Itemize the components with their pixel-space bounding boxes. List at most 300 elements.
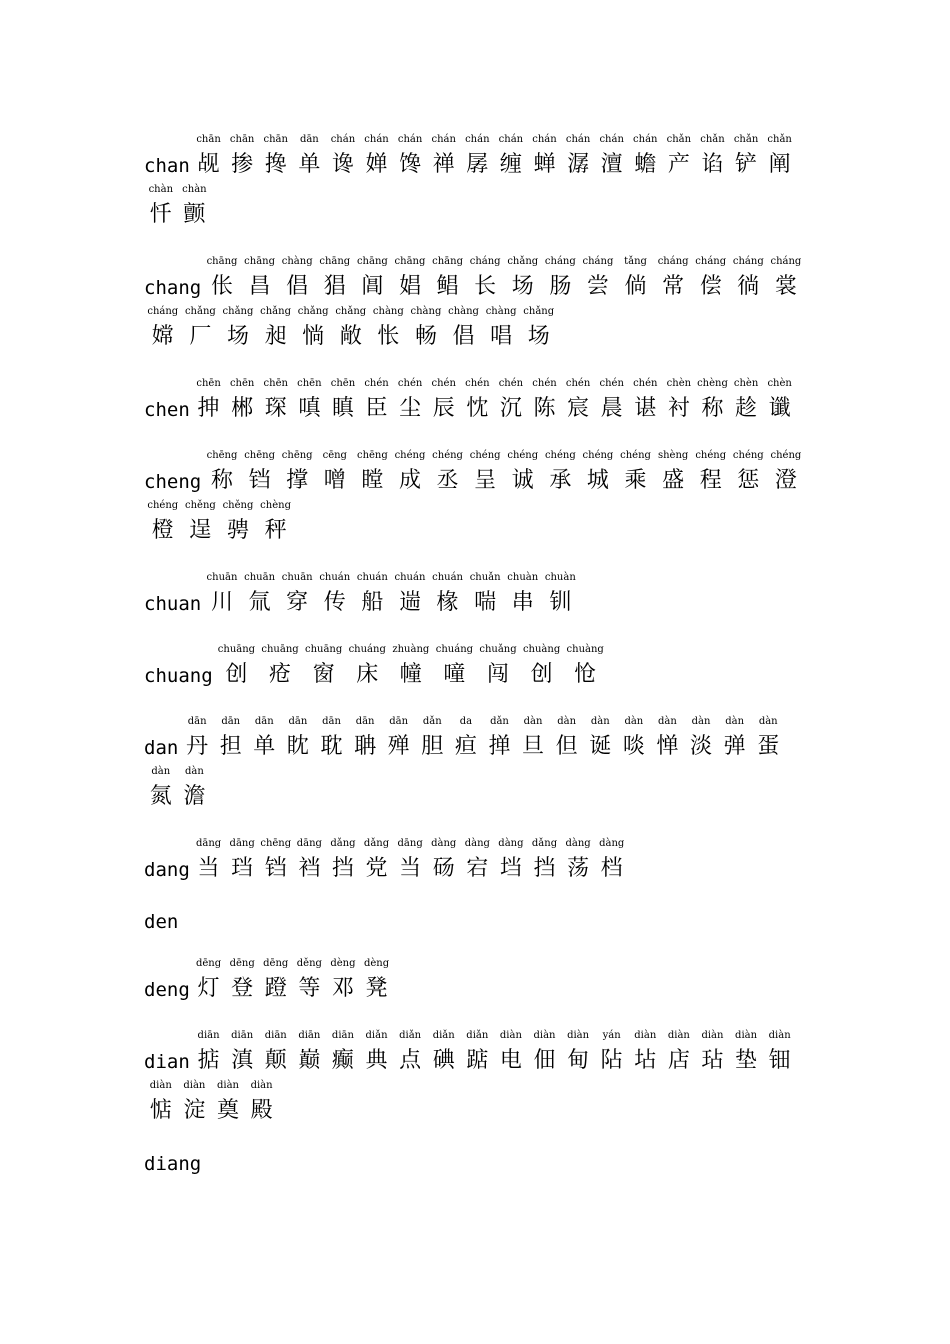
pinyin-annotation: dàng — [498, 838, 524, 849]
pinyin-annotation: chán — [633, 134, 658, 145]
pinyin-annotation: chéng — [582, 450, 614, 461]
character-cell — [360, 1026, 394, 1076]
character-cell — [730, 252, 768, 302]
character-cell — [370, 302, 408, 352]
hanzi-character: 胆 — [421, 734, 444, 759]
character-cell — [144, 762, 178, 812]
character-cell — [393, 834, 427, 884]
hanzi-character: 噇 — [443, 662, 466, 687]
character-cell — [561, 834, 595, 884]
character-cell — [354, 446, 392, 496]
hanzi-character: 幢 — [399, 662, 422, 687]
pinyin-group-dang — [144, 834, 824, 884]
pinyin-annotation: chuān — [206, 572, 238, 583]
hanzi-character: 承 — [549, 468, 572, 493]
pinyin-annotation: diǎn — [466, 1030, 489, 1041]
pinyin-annotation: chán — [364, 134, 389, 145]
pinyin-line — [144, 446, 824, 496]
hanzi-character: 瞠 — [361, 468, 384, 493]
character-cell — [542, 252, 580, 302]
hanzi-character: 闯 — [486, 662, 509, 687]
character-cell — [192, 374, 226, 424]
pinyin-annotation: chēn — [263, 378, 288, 389]
hanzi-character: 疮 — [269, 662, 292, 687]
hanzi-character: 场 — [511, 274, 534, 299]
pinyin-annotation: chuān — [281, 572, 313, 583]
character-cell — [203, 568, 241, 618]
character-cell — [433, 640, 477, 690]
pinyin-annotation: chǎng — [523, 306, 555, 317]
syllable-label: chuang — [144, 665, 213, 687]
character-cell — [203, 252, 241, 302]
character-cell — [751, 712, 785, 762]
hanzi-character: 店 — [667, 1048, 690, 1073]
pinyin-annotation: chāng — [319, 256, 351, 267]
pinyin-annotation: chén — [465, 378, 490, 389]
character-cell — [345, 640, 389, 690]
pinyin-annotation: chén — [431, 378, 456, 389]
pinyin-annotation: chān — [196, 134, 221, 145]
pinyin-annotation: chán — [498, 134, 524, 145]
hanzi-character: 城 — [586, 468, 609, 493]
pinyin-annotation: chēn — [196, 378, 221, 389]
pinyin-annotation: chéng — [507, 450, 539, 461]
pinyin-group-dian — [144, 1026, 824, 1126]
pinyin-line — [144, 374, 824, 424]
pinyin-annotation: chuán — [356, 572, 388, 583]
character-cell — [692, 252, 730, 302]
pinyin-annotation: chǎng — [222, 306, 254, 317]
hanzi-character: 掂 — [197, 1048, 220, 1073]
pinyin-annotation: cháng — [657, 256, 689, 267]
pinyin-annotation: cēng — [322, 450, 347, 461]
pinyin-annotation: chuán — [319, 572, 351, 583]
pinyin-annotation: dān — [322, 716, 341, 727]
pinyin-line — [144, 762, 824, 812]
pinyin-annotation: dàn — [758, 716, 778, 727]
pinyin-annotation: chān — [263, 134, 288, 145]
character-cell — [293, 130, 327, 180]
pinyin-group-chen — [144, 374, 824, 424]
pinyin-line — [144, 834, 824, 884]
pinyin-annotation: diàn — [533, 1030, 556, 1041]
pinyin-annotation: chéng — [394, 450, 426, 461]
character-cell — [259, 954, 293, 1004]
hanzi-character: 陈 — [533, 396, 556, 421]
pinyin-line — [144, 130, 824, 180]
character-cell — [293, 834, 327, 884]
character-cell — [729, 374, 763, 424]
pinyin-annotation: chěng — [184, 500, 216, 511]
character-cell — [466, 252, 504, 302]
character-cell — [326, 374, 360, 424]
character-cell — [445, 302, 483, 352]
hanzi-character: 谶 — [768, 396, 791, 421]
pinyin-group-diang — [144, 1128, 824, 1178]
pinyin-annotation: chuáng — [348, 644, 386, 655]
character-cell — [258, 640, 302, 690]
character-cell — [662, 130, 696, 180]
character-cell — [504, 568, 542, 618]
hanzi-character: 窗 — [312, 662, 335, 687]
pinyin-annotation: chuāng — [217, 644, 256, 655]
hanzi-character: 殚 — [387, 734, 410, 759]
character-cell — [427, 374, 461, 424]
pinyin-annotation: chǎn — [666, 134, 692, 145]
character-cell — [144, 180, 178, 230]
character-cell — [360, 954, 394, 1004]
hanzi-character: 巅 — [298, 1048, 321, 1073]
character-cell — [449, 712, 483, 762]
hanzi-character: 殿 — [250, 1098, 273, 1123]
hanzi-character: 嫦 — [151, 324, 174, 349]
hanzi-character: 搀 — [264, 152, 287, 177]
character-cell — [528, 834, 562, 884]
hanzi-character: 钏 — [549, 590, 572, 615]
hanzi-character: 啖 — [622, 734, 645, 759]
hanzi-character: 畅 — [414, 324, 437, 349]
hanzi-character: 惦 — [149, 1098, 172, 1123]
hanzi-character: 谄 — [701, 152, 724, 177]
hanzi-character: 称 — [701, 396, 724, 421]
pinyin-annotation: chēn — [229, 378, 255, 389]
character-cell — [248, 712, 282, 762]
pinyin-annotation: dǎng — [363, 838, 390, 849]
pinyin-annotation: dàn — [725, 716, 745, 727]
pinyin-annotation: chàng — [448, 306, 479, 317]
pinyin-annotation: chuàn — [507, 572, 539, 583]
character-cell — [293, 1026, 327, 1076]
character-cell — [662, 374, 696, 424]
character-cell — [278, 446, 316, 496]
pinyin-annotation: chāng — [394, 256, 426, 267]
pinyin-annotation: chuàng — [522, 644, 561, 655]
pinyin-annotation: chǎng — [507, 256, 539, 267]
hanzi-character: 串 — [511, 590, 534, 615]
hanzi-character: 辰 — [432, 396, 455, 421]
character-cell — [696, 130, 730, 180]
character-cell — [225, 374, 259, 424]
hanzi-character: 弹 — [723, 734, 746, 759]
pinyin-annotation: chāng — [206, 256, 238, 267]
hanzi-character: 臣 — [365, 396, 388, 421]
hanzi-character: 创 — [225, 662, 248, 687]
hanzi-character: 淡 — [690, 734, 713, 759]
hanzi-character: 场 — [226, 324, 249, 349]
hanzi-character: 挡 — [533, 856, 556, 881]
hanzi-character: 党 — [365, 856, 388, 881]
hanzi-character: 氮 — [149, 784, 172, 809]
character-cell — [528, 130, 562, 180]
character-cell — [391, 446, 429, 496]
hanzi-character: 颤 — [183, 202, 206, 227]
character-cell — [730, 446, 768, 496]
pinyin-annotation: dǎng — [330, 838, 356, 849]
hanzi-character: 坫 — [634, 1048, 657, 1073]
hanzi-character: 怅 — [377, 324, 400, 349]
character-cell — [563, 640, 607, 690]
hanzi-character: 厂 — [189, 324, 212, 349]
pinyin-annotation: diàn — [183, 1080, 206, 1091]
pinyin-line — [144, 954, 824, 1004]
pinyin-annotation: chǎn — [767, 134, 792, 145]
character-cell — [281, 712, 315, 762]
character-cell — [561, 374, 595, 424]
hanzi-character: 钿 — [768, 1048, 791, 1073]
hanzi-character: 但 — [555, 734, 578, 759]
hanzi-character: 橙 — [151, 518, 174, 543]
pinyin-line — [144, 1128, 824, 1178]
hanzi-character: 秤 — [264, 518, 287, 543]
pinyin-annotation: diān — [264, 1030, 287, 1041]
hanzi-character: 成 — [398, 468, 421, 493]
pinyin-annotation: cháng — [695, 256, 727, 267]
pinyin-group-dan — [144, 712, 824, 812]
syllable-label: chang — [144, 277, 202, 299]
pinyin-annotation: dǎn — [422, 716, 442, 727]
character-cell — [763, 374, 797, 424]
hanzi-character: 怆 — [574, 662, 597, 687]
hanzi-character: 蝉 — [533, 152, 556, 177]
pinyin-annotation: dān — [355, 716, 375, 727]
character-cell — [241, 252, 279, 302]
pinyin-annotation: chēng — [260, 838, 292, 849]
hanzi-character: 眈 — [286, 734, 309, 759]
hanzi-character: 铛 — [264, 856, 287, 881]
hanzi-character: 甸 — [567, 1048, 590, 1073]
hanzi-character: 阐 — [768, 152, 791, 177]
hanzi-character: 禅 — [432, 152, 455, 177]
pinyin-annotation: da — [459, 716, 473, 727]
pinyin-annotation: dèng — [330, 958, 356, 969]
character-cell — [241, 446, 279, 496]
pinyin-annotation: diān — [231, 1030, 254, 1041]
pinyin-annotation: dēng — [195, 958, 222, 969]
character-cell — [520, 302, 558, 352]
pinyin-annotation: diàn — [499, 1030, 522, 1041]
pinyin-annotation: diàn — [149, 1080, 172, 1091]
pinyin-annotation: chéng — [469, 450, 501, 461]
hanzi-character: 鲳 — [436, 274, 459, 299]
character-cell — [393, 1026, 427, 1076]
pinyin-annotation: chèn — [733, 378, 759, 389]
pinyin-annotation: chuán — [432, 572, 463, 583]
hanzi-character: 床 — [356, 662, 379, 687]
hanzi-character: 旦 — [522, 734, 545, 759]
character-cell — [182, 302, 220, 352]
character-cell — [259, 374, 293, 424]
pinyin-group-chuang — [144, 640, 824, 690]
syllable-label: cheng — [144, 471, 202, 493]
character-cell — [466, 568, 504, 618]
character-cell — [684, 712, 718, 762]
syllable-label: chan — [144, 155, 190, 177]
hanzi-character: 点 — [399, 1048, 422, 1073]
pinyin-annotation: chén — [633, 378, 658, 389]
pinyin-annotation: chéng — [695, 450, 727, 461]
pinyin-annotation: dāng — [397, 838, 423, 849]
character-cell — [219, 302, 257, 352]
hanzi-character: 奠 — [216, 1098, 239, 1123]
character-cell — [259, 834, 293, 884]
hanzi-character: 乘 — [624, 468, 647, 493]
pinyin-annotation: chāng — [244, 256, 276, 267]
hanzi-character: 掺 — [231, 152, 254, 177]
hanzi-character: 昶 — [264, 324, 287, 349]
character-cell — [393, 374, 427, 424]
pinyin-annotation: chǎn — [700, 134, 725, 145]
hanzi-character: 颠 — [264, 1048, 287, 1073]
hanzi-character: 档 — [600, 856, 623, 881]
character-cell — [729, 1026, 763, 1076]
syllable-label: chen — [144, 399, 190, 421]
character-cell — [354, 252, 392, 302]
pinyin-annotation: cháng — [469, 256, 501, 267]
pinyin-line — [144, 568, 824, 618]
hanzi-character: 长 — [474, 274, 497, 299]
hanzi-character: 琛 — [264, 396, 287, 421]
character-cell — [651, 712, 685, 762]
syllable-label: chuan — [144, 593, 202, 615]
pinyin-annotation: diān — [331, 1030, 354, 1041]
pinyin-line — [144, 496, 824, 546]
character-cell — [294, 302, 332, 352]
hanzi-character: 潺 — [567, 152, 590, 177]
hanzi-character: 铲 — [735, 152, 758, 177]
character-cell — [391, 252, 429, 302]
hanzi-character: 船 — [361, 590, 384, 615]
hanzi-character: 馋 — [399, 152, 422, 177]
pinyin-annotation: dān — [288, 716, 308, 727]
character-cell — [595, 1026, 629, 1076]
hanzi-character: 忏 — [149, 202, 172, 227]
hanzi-character: 衬 — [667, 396, 690, 421]
pinyin-annotation: chuàng — [566, 644, 604, 655]
pinyin-annotation: diàn — [216, 1080, 239, 1091]
character-cell — [259, 130, 293, 180]
pinyin-annotation: chàng — [372, 306, 404, 317]
pinyin-annotation: dǎng — [531, 838, 558, 849]
hanzi-character: 当 — [197, 856, 220, 881]
pinyin-annotation: diàn — [250, 1080, 273, 1091]
hanzi-character: 创 — [530, 662, 553, 687]
character-cell — [482, 302, 520, 352]
character-cell — [729, 130, 763, 180]
pinyin-group-chang — [144, 252, 824, 352]
pinyin-line — [144, 886, 824, 936]
pinyin-annotation: dàn — [691, 716, 711, 727]
character-cell — [144, 496, 182, 546]
character-cell — [461, 1026, 495, 1076]
character-cell — [225, 834, 259, 884]
hanzi-character: 佃 — [533, 1048, 556, 1073]
character-cell — [415, 712, 449, 762]
hanzi-character: 等 — [298, 976, 321, 1001]
pinyin-line — [144, 712, 824, 762]
pinyin-line — [144, 252, 824, 302]
hanzi-character: 唱 — [490, 324, 513, 349]
character-cell — [528, 1026, 562, 1076]
character-cell — [245, 1076, 279, 1126]
pinyin-annotation: dān — [221, 716, 241, 727]
character-cell — [316, 446, 354, 496]
pinyin-annotation: diàn — [667, 1030, 690, 1041]
hanzi-character: 呈 — [474, 468, 497, 493]
pinyin-annotation: dàn — [590, 716, 610, 727]
hanzi-character: 椽 — [436, 590, 459, 615]
character-cell — [225, 130, 259, 180]
pinyin-annotation: chéng — [432, 450, 463, 461]
hanzi-character: 澹 — [183, 784, 206, 809]
hanzi-character: 郴 — [231, 396, 254, 421]
hanzi-character: 登 — [231, 976, 254, 1001]
hanzi-character: 娼 — [398, 274, 421, 299]
hanzi-character: 氚 — [248, 590, 271, 615]
character-cell — [662, 1026, 696, 1076]
pinyin-annotation: dàn — [523, 716, 543, 727]
pinyin-group-cheng — [144, 446, 824, 546]
character-cell — [278, 568, 316, 618]
character-cell — [654, 252, 692, 302]
character-cell — [461, 374, 495, 424]
pinyin-annotation: tǎng — [624, 256, 647, 267]
pinyin-annotation: chuǎn — [469, 572, 501, 583]
pinyin-annotation: dàn — [151, 766, 171, 777]
character-cell — [407, 302, 445, 352]
hanzi-character: 裆 — [298, 856, 321, 881]
character-cell — [257, 496, 295, 546]
hanzi-character: 缠 — [499, 152, 522, 177]
character-cell — [178, 180, 212, 230]
pinyin-annotation: diǎn — [432, 1030, 455, 1041]
pinyin-annotation: chǎng — [335, 306, 367, 317]
character-cell — [360, 130, 394, 180]
character-cell — [211, 1076, 245, 1126]
character-cell — [293, 954, 327, 1004]
pinyin-annotation: dāng — [296, 838, 322, 849]
pinyin-annotation: chěng — [222, 500, 254, 511]
hanzi-character: 碘 — [432, 1048, 455, 1073]
pinyin-annotation: dàng — [565, 838, 591, 849]
hanzi-character: 传 — [323, 590, 346, 615]
pinyin-line — [144, 1076, 824, 1126]
hanzi-character: 猖 — [323, 274, 346, 299]
pinyin-annotation: chuáng — [435, 644, 474, 655]
pinyin-annotation: diān — [298, 1030, 321, 1041]
character-cell — [178, 1076, 212, 1126]
character-cell — [542, 568, 580, 618]
pinyin-annotation: dàn — [557, 716, 577, 727]
character-cell — [203, 446, 241, 496]
character-cell — [595, 130, 629, 180]
pinyin-line — [144, 640, 824, 690]
hanzi-character: 丞 — [436, 468, 459, 493]
syllable-label: deng — [144, 979, 190, 1001]
pinyin-annotation: chéng — [147, 500, 179, 511]
pinyin-annotation: dān — [187, 716, 207, 727]
hanzi-character: 撑 — [286, 468, 309, 493]
syllable-label: diang — [144, 1153, 202, 1175]
hanzi-character: 荡 — [567, 856, 590, 881]
hanzi-character: 抻 — [197, 396, 220, 421]
pinyin-annotation: chǎng — [297, 306, 329, 317]
hanzi-character: 凳 — [365, 976, 388, 1001]
pinyin-annotation: chán — [599, 134, 624, 145]
character-cell — [550, 712, 584, 762]
pinyin-annotation: chán — [330, 134, 356, 145]
character-cell — [326, 834, 360, 884]
pinyin-annotation: dēng — [229, 958, 255, 969]
